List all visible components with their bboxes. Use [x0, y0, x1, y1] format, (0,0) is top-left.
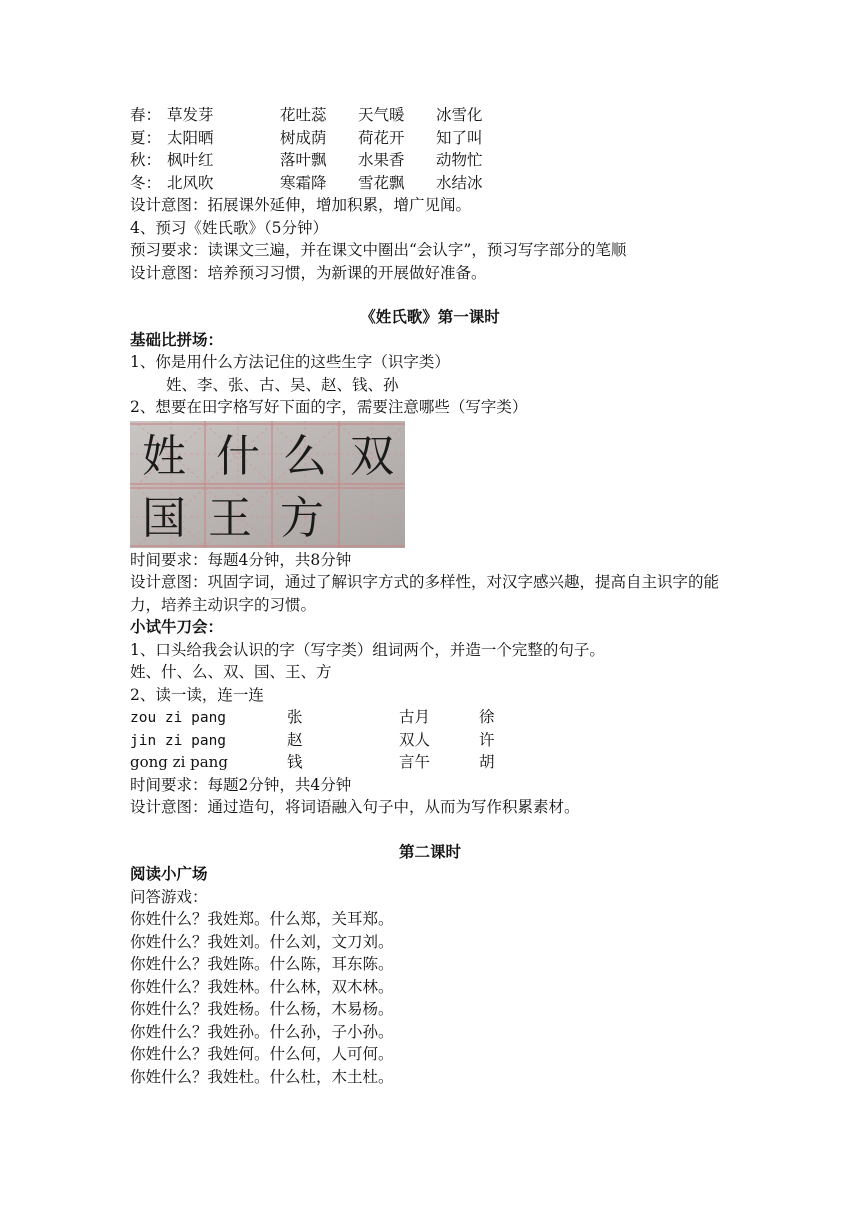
character-list: 姓、什、么、双、国、王、方: [130, 663, 332, 681]
char-cell: 赵: [287, 730, 303, 749]
preview-requirement: 预习要求：读课文三遍，并在课文中圈出“会认字”，预习写字部分的笔顺: [130, 241, 627, 259]
grid-char: 么: [283, 430, 327, 482]
season-item: 天气暖: [358, 106, 405, 124]
season-item: 水结冰: [436, 173, 483, 192]
pinyin-cell: zou zi pang: [130, 710, 227, 726]
design-intent: 设计意图：巩固字词，通过了解识字方式的多样性，对汉字感兴趣，提高自主识字的能力，培养主动识字的习惯。: [130, 573, 720, 614]
question: 2、读一读，连一连: [130, 685, 264, 704]
matching-row: [130, 706, 740, 729]
time-requirement: 时间要求：每题2分钟，共4分钟: [130, 775, 352, 794]
matching-row: [130, 751, 740, 774]
preview-title: 4、预习《姓氏歌》（5分钟）: [130, 218, 328, 237]
question: 1、口头给我会认识的字（写字类）组词两个，并造一个完整的句子。: [130, 640, 605, 659]
section-heading: 基础比拼场：: [130, 329, 224, 349]
qa-line: 你姓什么？我姓何。什么何，人可何。: [130, 1045, 394, 1063]
section-heading: 小试牛刀会：: [130, 617, 224, 636]
design-intent: 设计意图：拓展课外延伸，增加积累，增广见闻。: [130, 196, 472, 214]
tianzige-handwriting-image: [130, 421, 405, 548]
season-row: [130, 104, 740, 127]
season-item: 草发芽: [167, 106, 214, 124]
lesson1-title: 《姓氏歌》第一课时: [360, 307, 500, 326]
spacer: [130, 284, 740, 306]
question: 2、想要在田字格写好下面的字，需要注意哪些（写字类）: [130, 398, 528, 416]
qa-line: 你姓什么？我姓郑。什么郑，关耳郑。: [130, 910, 394, 928]
document-page: [130, 104, 740, 1088]
season-item: 动物忙: [436, 151, 483, 169]
answer-cell: 徐: [479, 708, 495, 726]
parts-cell: 言午: [399, 753, 431, 771]
matching-table: [130, 706, 740, 774]
qa-line: 你姓什么？我姓刘。什么刘，文刀刘。: [130, 932, 394, 951]
qa-line: 你姓什么？我姓陈。什么陈，耳东陈。: [130, 955, 394, 973]
grid-char: 什: [216, 430, 260, 482]
matching-row: [130, 729, 740, 752]
qa-line: 你姓什么？我姓林。什么林，双木林。: [130, 977, 394, 996]
season-item: 北风吹: [167, 173, 214, 192]
parts-cell: 双人: [399, 730, 431, 749]
qa-line: 你姓什么？我姓杜。什么杜，木土杜。: [130, 1067, 394, 1086]
season-label: 冬：: [130, 173, 162, 192]
spacer: [130, 819, 740, 841]
answer-cell: 许: [479, 730, 495, 749]
season-item: 知了叫: [436, 128, 483, 147]
qa-line: 你姓什么？我姓孙。什么孙，子小孙。: [130, 1022, 394, 1041]
design-intent: 设计意图：通过造句，将词语融入句子中，从而为写作积累素材。: [130, 798, 580, 816]
season-item: 水果香: [358, 151, 405, 169]
game-title: 问答游戏：: [130, 887, 208, 906]
design-intent: 设计意图：培养预习习惯，为新课的开展做好准备。: [130, 263, 487, 282]
season-item: 太阳晒: [167, 128, 214, 147]
season-item: 雪花飘: [358, 173, 405, 192]
season-item: 枫叶红: [167, 151, 214, 169]
char-cell: 钱: [287, 753, 303, 771]
answer-cell: 胡: [479, 753, 495, 771]
lesson2-title: 第二课时: [398, 841, 461, 861]
qa-lines: [130, 908, 740, 1088]
season-row: [130, 127, 740, 150]
qa-line: 你姓什么？我姓杨。什么杨，木易杨。: [130, 1000, 394, 1018]
character-list: 姓、李、张、古、吴、赵、钱、孙: [166, 375, 399, 394]
pinyin-cell: jin zi pang: [130, 732, 227, 749]
grid-char: 姓: [142, 430, 186, 482]
season-row: [130, 172, 740, 195]
grid-char: 双: [350, 430, 394, 482]
parts-cell: 古月: [399, 708, 431, 726]
section-heading: 阅读小广场: [130, 864, 208, 883]
pinyin-cell: gong zi pang: [130, 753, 228, 771]
season-item: 寒霜降: [280, 173, 327, 192]
season-label: 秋：: [130, 151, 162, 169]
season-item: 花吐蕊: [280, 106, 327, 124]
season-label: 夏：: [130, 128, 162, 147]
char-cell: 张: [287, 708, 303, 726]
time-requirement: 时间要求：每题4分钟，共8分钟: [130, 550, 352, 569]
season-list: [130, 104, 740, 194]
season-item: 落叶飘: [280, 151, 327, 169]
season-row: [130, 149, 740, 172]
grid-char: 方: [280, 492, 324, 544]
season-label: 春：: [130, 106, 162, 124]
season-item: 荷花开: [358, 128, 405, 147]
grid-char: 王: [208, 492, 252, 544]
season-item: 冰雪化: [436, 106, 483, 124]
question: 1、你是用什么方法记住的这些生字（识字类）: [130, 353, 450, 371]
grid-char: 国: [142, 492, 186, 544]
season-item: 树成荫: [280, 128, 327, 147]
